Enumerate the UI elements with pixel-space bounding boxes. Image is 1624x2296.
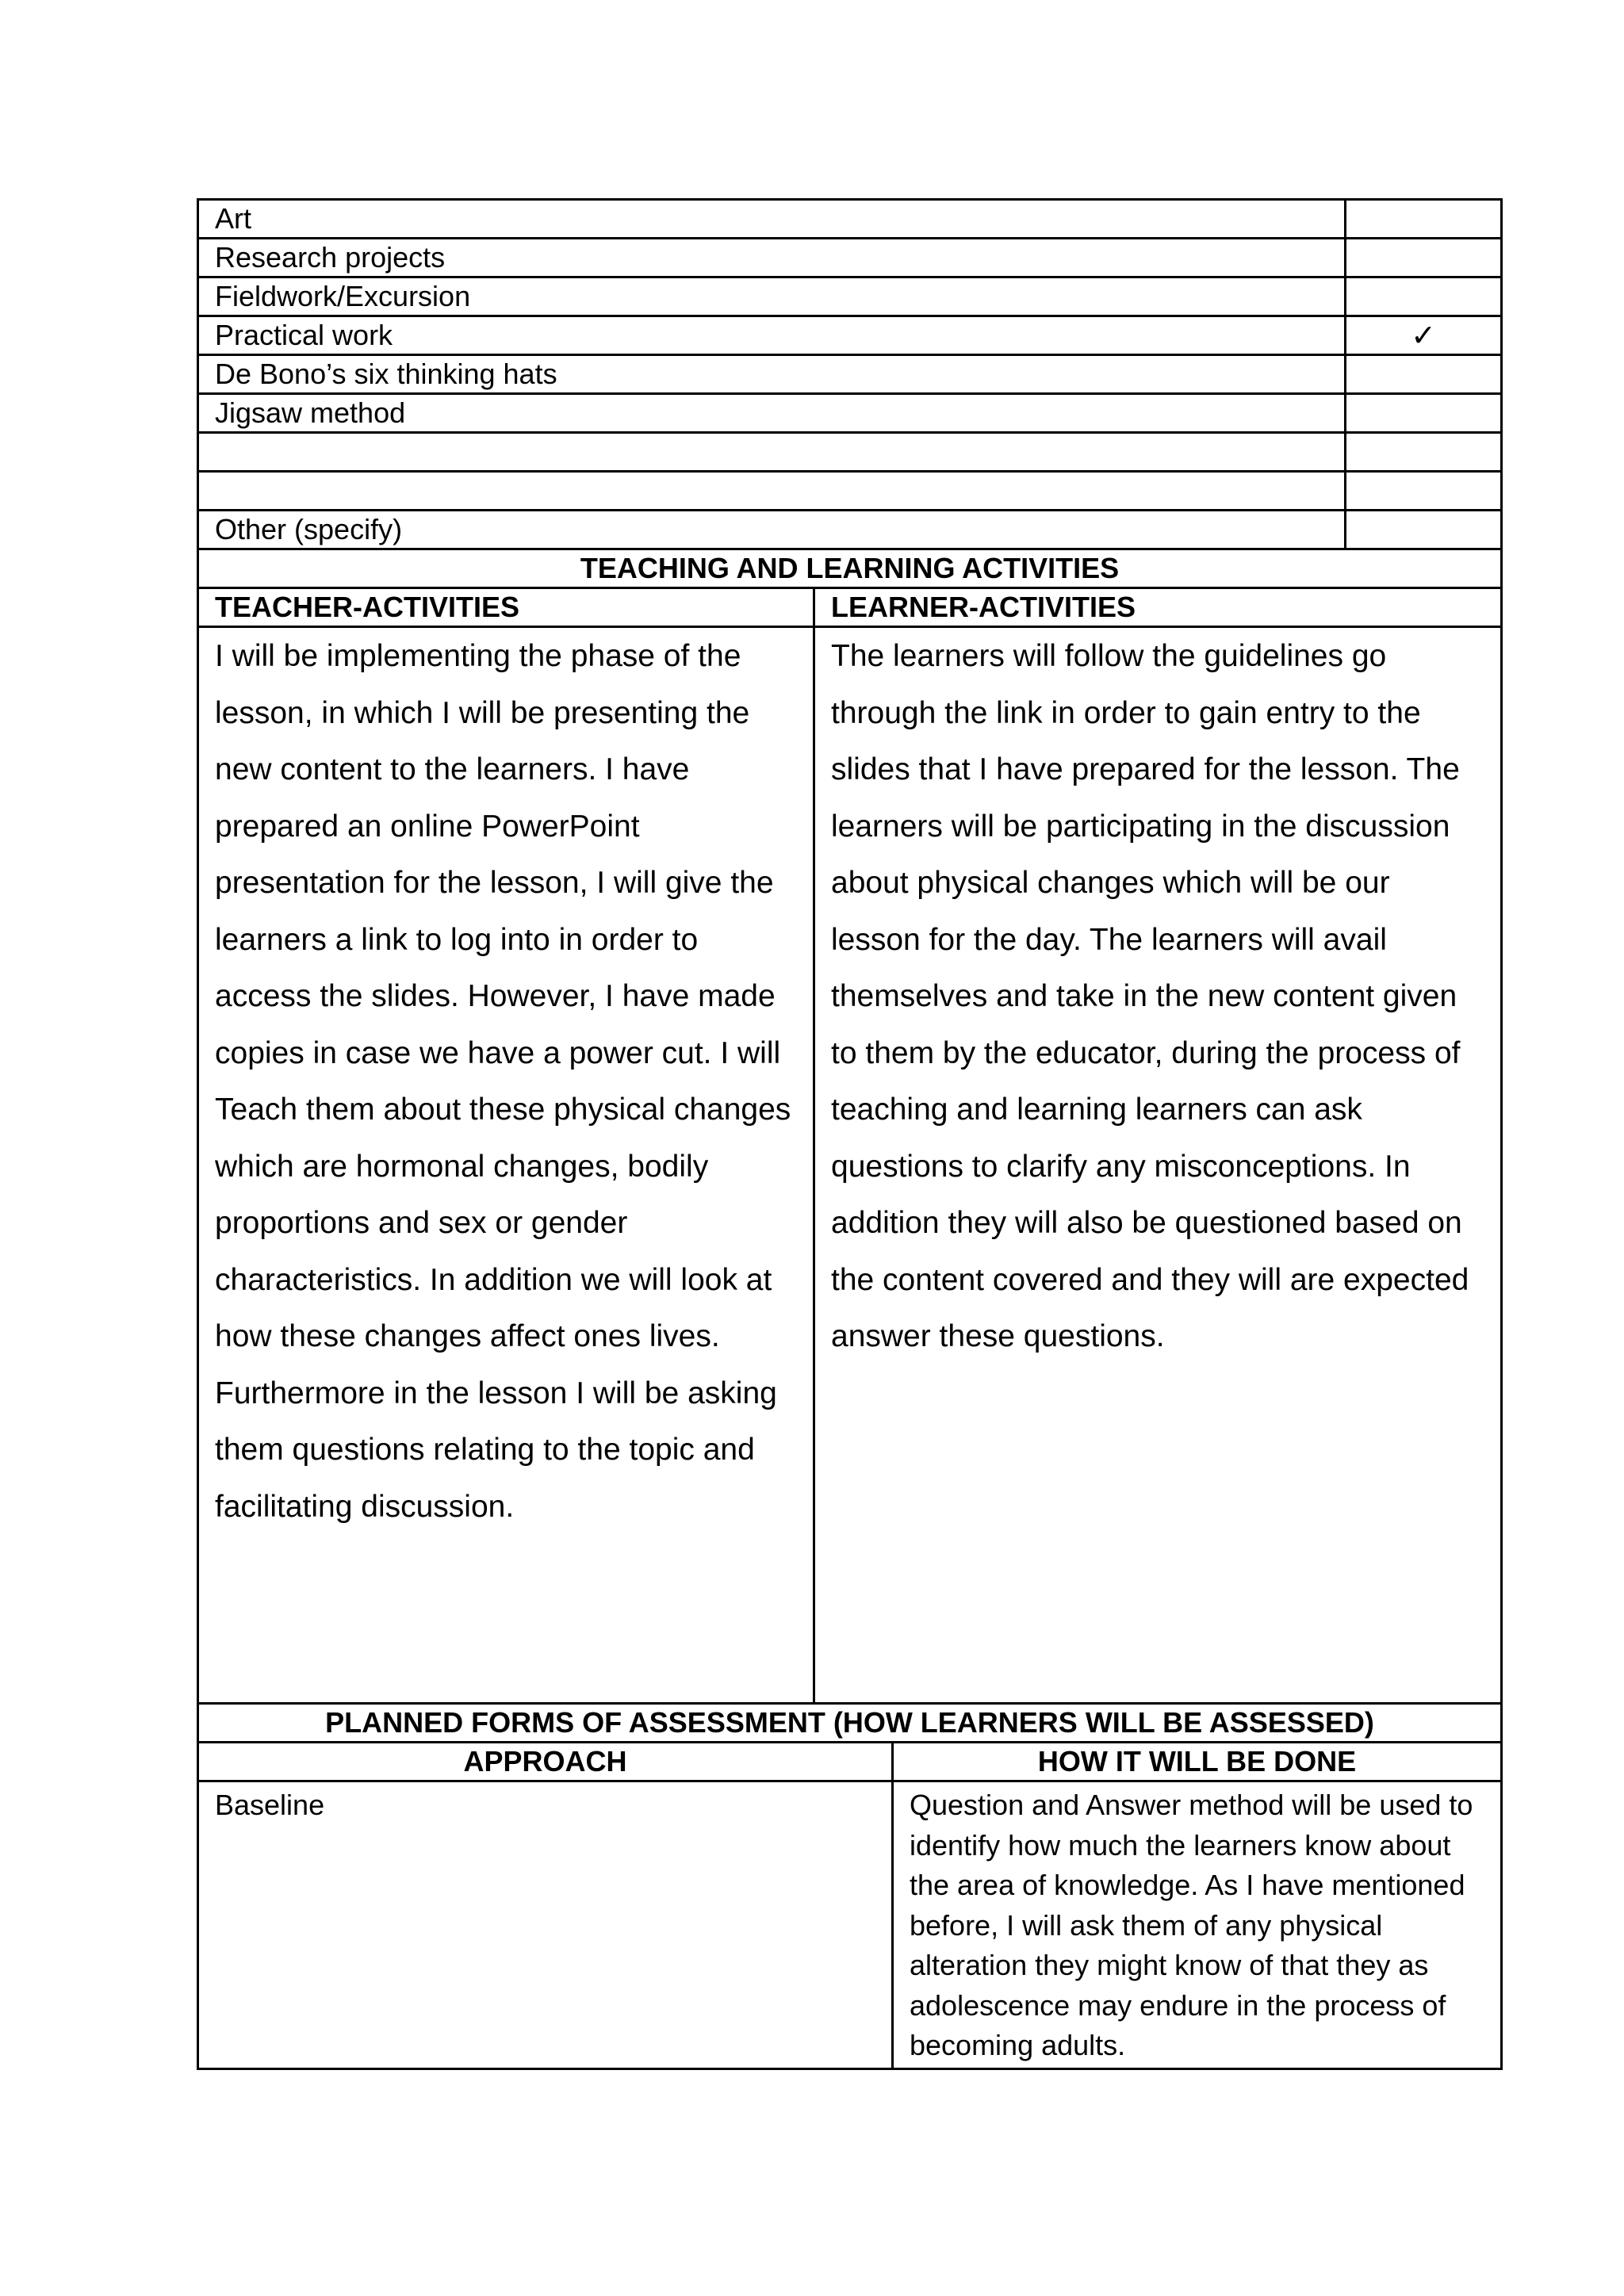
- strategy-row: [198, 511, 1502, 549]
- assessment-approach: Baseline: [198, 1781, 893, 2069]
- strategy-row: [198, 239, 1502, 277]
- strategy-check-cell: [1346, 511, 1502, 549]
- assessment-header-row: [198, 1743, 1502, 1781]
- assessment-how: Question and Answer method will be used to identify how much the learners know about the area of knowledge. As I have mentioned before, I will ask them of any physical alteration they might know of that they as adolescence may endure in the process of becoming adults.: [893, 1781, 1502, 2069]
- strategy-check-cell: [1346, 239, 1502, 277]
- activities-heading-row: [198, 549, 1502, 588]
- strategy-row: [198, 355, 1502, 394]
- strategy-check-cell: [1346, 355, 1502, 394]
- assessment-row: [198, 1781, 1502, 2069]
- strategies-body: [198, 200, 1502, 549]
- strategy-label: De Bono’s six thinking hats: [198, 355, 1346, 394]
- strategy-row: [198, 433, 1502, 472]
- how-header: HOW IT WILL BE DONE: [893, 1743, 1502, 1781]
- assessment-heading: PLANNED FORMS OF ASSESSMENT (HOW LEARNERS WILL BE ASSESSED): [198, 1704, 1502, 1743]
- assessment-table: [197, 1741, 1503, 2070]
- strategy-row: [198, 200, 1502, 239]
- approach-header: APPROACH: [198, 1743, 893, 1781]
- strategy-check-cell: [1346, 394, 1502, 433]
- strategy-row: [198, 394, 1502, 433]
- strategy-label: [198, 472, 1346, 511]
- strategy-label: Research projects: [198, 239, 1346, 277]
- activities-header-row: [198, 588, 1502, 627]
- learner-activities-header: LEARNER-ACTIVITIES: [814, 588, 1502, 627]
- teacher-activities-header: TEACHER-ACTIVITIES: [198, 588, 814, 627]
- checkmark-icon: ✓: [1411, 318, 1436, 353]
- lesson-plan-page: [197, 198, 1500, 2070]
- strategy-check-cell: [1346, 316, 1502, 355]
- strategy-label: Jigsaw method: [198, 394, 1346, 433]
- teacher-activities-text: I will be implementing the phase of the lesson, in which I will be presenting the new content to the learners. I have prepared an online PowerPoint presentation for the lesson, I will give the learners a link to log into in order to access the slides. However, I have made copies in case we have a power cut. I will Teach them about these physical changes which are hormonal changes, bodily proportions and sex or gender characteristics. In addition we will look at how these changes affect ones lives. Furthermore in the lesson I will be asking them questions relating to the topic and facilitating discussion.: [198, 627, 814, 1704]
- assessment-heading-row: [198, 1704, 1502, 1743]
- strategy-row: [198, 472, 1502, 511]
- strategy-row: [198, 277, 1502, 316]
- strategy-label: Fieldwork/Excursion: [198, 277, 1346, 316]
- strategy-label: Practical work: [198, 316, 1346, 355]
- strategy-label: [198, 433, 1346, 472]
- strategy-check-cell: [1346, 277, 1502, 316]
- activities-table: [197, 548, 1503, 1743]
- learner-activities-text: The learners will follow the guidelines go through the link in order to gain entry to the slides that I have prepared for the lesson. The learners will be participating in the discussion about physical changes which will be our lesson for the day. The learners will avail themselves and take in the new content given to them by the educator, during the process of teaching and learning learners can ask questions to clarify any misconceptions. In addition they will also be questioned based on the content covered and they will are expected answer these questions.: [814, 627, 1502, 1704]
- strategies-table: [197, 198, 1503, 550]
- activities-heading: TEACHING AND LEARNING ACTIVITIES: [198, 549, 1502, 588]
- activities-body-row: [198, 627, 1502, 1704]
- strategy-label: Other (specify): [198, 511, 1346, 549]
- strategy-row: [198, 316, 1502, 355]
- strategy-check-cell: [1346, 472, 1502, 511]
- strategy-check-cell: [1346, 433, 1502, 472]
- strategy-check-cell: [1346, 200, 1502, 239]
- strategy-label: Art: [198, 200, 1346, 239]
